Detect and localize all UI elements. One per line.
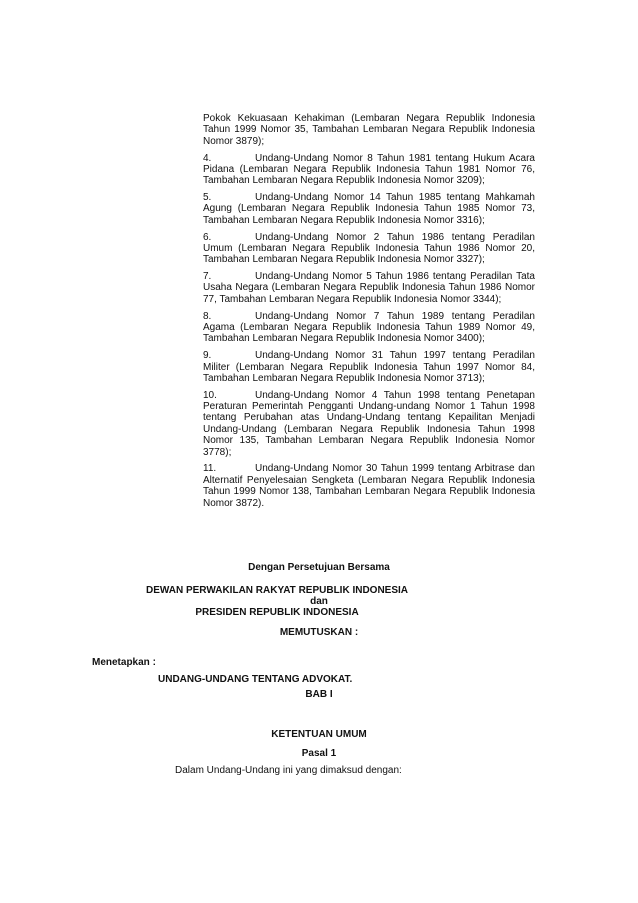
approval-heading: Dengan Persetujuan Bersama <box>248 562 390 573</box>
consideration-number: 5. <box>203 192 212 204</box>
consideration-item <box>203 271 535 305</box>
consideration-text: Undang-Undang Nomor 4 Tahun 1998 tentang Penetapan Peraturan Pemerintah Pengganti Undang-undang Nomor 1 Tahun 1998 tentang Perubahan atas Undang-Undang tentang Kepailitan Menjadi Undang-Undang (Lembaran Negara Republik Indonesia Tahun 1998 Nomor 135, Tambahan Lembaran Negara Republik Indonesia Nomor 3778); <box>203 389 535 458</box>
chapter-number: BAB I <box>305 689 333 700</box>
enactment-label: Menetapkan : <box>92 657 156 668</box>
consideration-item <box>203 390 535 458</box>
law-title: UNDANG-UNDANG TENTANG ADVOKAT. <box>158 674 353 685</box>
consideration-item <box>203 153 535 187</box>
consideration-number: 11. <box>203 463 217 475</box>
consideration-item <box>203 311 535 345</box>
consideration-number: 4. <box>203 152 212 164</box>
consideration-number: 9. <box>203 350 212 362</box>
consideration-text: Undang-Undang Nomor 8 Tahun 1981 tentang Hukum Acara Pidana (Lembaran Negara Republik Indonesia Tahun 1981 Nomor 76, Tambahan Lembaran Negara Republik Indonesia Nomor 3209); <box>203 152 535 187</box>
article-number: Pasal 1 <box>301 748 337 759</box>
consideration-text: Undang-Undang Nomor 30 Tahun 1999 tentang Arbitrase dan Alternatif Penyelesaian Sengketa (Lembaran Negara Republik Indonesia Tahun 1999 Nomor 138, Tambahan Lembaran Negara Republik Indonesia Nomor 3872). <box>203 463 535 509</box>
consideration-item <box>203 232 535 266</box>
consideration-text: Undang-Undang Nomor 5 Tahun 1986 tentang Peradilan Tata Usaha Negara (Lembaran Negara Republik Indonesia Tahun 1986 Nomor 77, Tambahan Lembaran Negara Republik Indonesia Nomor 3344); <box>203 271 535 305</box>
chapter-title: KETENTUAN UMUM <box>271 729 367 740</box>
party-dpr: DEWAN PERWAKILAN RAKYAT REPUBLIK INDONESIA <box>145 585 409 596</box>
conjunction: dan <box>310 596 328 607</box>
consideration-item <box>203 192 535 226</box>
consideration-text: Pokok Kekuasaan Kehakiman (Lembaran Negara Republik Indonesia Tahun 1999 Nomor 35, Tambahan Lembaran Negara Republik Indonesia Nomor 3879); <box>203 113 535 147</box>
decide-heading: MEMUTUSKAN : <box>279 627 359 638</box>
considerations-list <box>203 113 535 514</box>
consideration-text: Undang-Undang Nomor 14 Tahun 1985 tentang Mahkamah Agung (Lembaran Negara Republik Indonesia Tahun 1985 Nomor 73, Tambahan Lembaran Negara Republik Indonesia Nomor 3316); <box>203 192 535 226</box>
party-president: PRESIDEN REPUBLIK INDONESIA <box>195 607 359 618</box>
consideration-item <box>203 463 535 509</box>
consideration-text: Undang-Undang Nomor 31 Tahun 1997 tentang Peradilan Militer (Lembaran Negara Republik Indonesia Tahun 1997 Nomor 84, Tambahan Lembaran Negara Republik Indonesia Nomor 3713); <box>203 350 535 384</box>
consideration-number: 7. <box>203 271 212 283</box>
consideration-number: 6. <box>203 231 212 243</box>
consideration-text: Undang-Undang Nomor 2 Tahun 1986 tentang Peradilan Umum (Lembaran Negara Republik Indonesia Tahun 1986 Nomor 20, Tambahan Lembaran Negara Republik Indonesia Nomor 3327); <box>203 231 535 266</box>
consideration-number: 10. <box>203 389 217 401</box>
article-intro: Dalam Undang-Undang ini yang dimaksud dengan: <box>175 765 402 776</box>
consideration-item <box>203 350 535 384</box>
consideration-number: 8. <box>203 310 212 322</box>
consideration-text: Undang-Undang Nomor 7 Tahun 1989 tentang Peradilan Agama (Lembaran Negara Republik Indonesia Tahun 1989 Nomor 49, Tambahan Lembaran Negara Republik Indonesia Nomor 3400); <box>203 310 535 345</box>
consideration-item <box>203 113 535 147</box>
